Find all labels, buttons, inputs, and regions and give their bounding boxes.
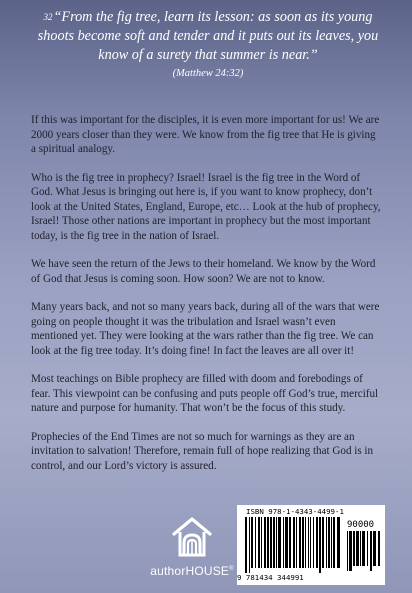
barcode-bar bbox=[251, 517, 253, 568]
price-addon-bars bbox=[346, 531, 380, 571]
isbn-label: ISBN 978-1-4343-4499-1 bbox=[246, 507, 344, 516]
publisher-name: authorHOUSE bbox=[150, 564, 230, 578]
barcode-bar bbox=[264, 517, 266, 568]
verse-number: 32 bbox=[43, 12, 53, 22]
barcode-bar bbox=[367, 531, 368, 566]
isbn-barcode bbox=[237, 505, 385, 585]
barcode-bar bbox=[362, 531, 365, 566]
barcode-bar bbox=[322, 517, 324, 568]
barcode-bar bbox=[278, 517, 281, 568]
barcode-bar bbox=[310, 517, 311, 568]
barcode-bar bbox=[273, 517, 275, 568]
barcode-bar bbox=[285, 517, 288, 568]
barcode-bar bbox=[333, 517, 335, 568]
paragraph: Many years back, and not so many years back, during all of the wars that were going on people thought it was the tribulation and Israel wasn’t even mentioned yet. They were looking at the wars rather than the fig tree. We can look at the fig tree today. It’s doing fine! In fact the leaves are all over it! bbox=[31, 301, 380, 357]
barcode-bar bbox=[255, 517, 256, 568]
barcode-bar bbox=[356, 531, 359, 566]
barcode-bar bbox=[289, 517, 291, 568]
barcode-bar bbox=[305, 517, 306, 568]
barcode-bar bbox=[370, 531, 372, 571]
paragraph: Who is the fig tree in prophecy? Israel! Israel is the fig tree in the Word of God. What Jesus is bringing out here is, if you want to know prophecy, don’t look at the United States, England, Europe, etc… Look at the hub of prophecy, Israel! Those other nations are important in prophecy but the most important today, is the fig tree in the nation of Israel. bbox=[31, 171, 381, 242]
barcode-bar bbox=[258, 517, 260, 568]
barcode-bar bbox=[299, 517, 301, 568]
price-code: 90000 bbox=[347, 520, 375, 530]
epigraph bbox=[28, 8, 388, 79]
epigraph-text bbox=[28, 8, 388, 65]
paragraph: If this was important for the disciples, it is even more important for us! We are 2000 years closer than they were. We know from the fig tree that He is giving a spiritual analogy. bbox=[31, 114, 380, 155]
barcode-bar bbox=[308, 517, 309, 568]
paragraph: We have seen the return of the Jews to their homeland. We know by the Word of God that Jesus is coming soon. How soon? We are not to know. bbox=[31, 258, 376, 285]
barcode-bar bbox=[349, 531, 352, 571]
barcode-bar bbox=[328, 517, 330, 568]
barcode-bar bbox=[373, 531, 376, 566]
barcode-bar bbox=[276, 517, 277, 568]
paragraph: Most teachings on Bible prophecy are filled with doom and forebodings of fear. This viewpoint can be confusing and puts people off God’s true, merciful nature and purpose for humanity. That won’t be the focus of this study. bbox=[31, 373, 379, 414]
barcode-bar bbox=[378, 531, 380, 566]
barcode-bar bbox=[316, 517, 318, 568]
barcode-bar bbox=[360, 531, 361, 566]
publisher-wordmark bbox=[147, 564, 237, 578]
barcode-bar bbox=[347, 531, 348, 571]
barcode-bar bbox=[337, 517, 340, 568]
ean-barcode-bars bbox=[244, 517, 342, 573]
ean-digits: 9 781434 344991 bbox=[237, 573, 304, 582]
scripture-reference: (Matthew 24:32) bbox=[172, 68, 244, 79]
registered-mark: ® bbox=[229, 566, 234, 572]
barcode-bar bbox=[326, 517, 327, 568]
barcode-bar bbox=[302, 517, 304, 568]
barcode-bar bbox=[249, 517, 250, 573]
quote-body: “From the fig tree, learn its lesson: as soon as its young shoots become soft and tender and it puts out its leaves, you know of a surety that summer is near.” bbox=[37, 9, 379, 63]
house-book-icon bbox=[168, 514, 216, 562]
back-cover-blurb bbox=[31, 113, 383, 487]
barcode-bar bbox=[313, 517, 314, 568]
barcode-bar bbox=[261, 517, 262, 568]
barcode-bar bbox=[331, 517, 332, 568]
paragraph: Prophecies of the End Times are not so much for warnings as they are an invitation to salvation! Therefore, remain full of hope realizing that God is in control, and our Lord’s victory is assured. bbox=[31, 430, 374, 472]
barcode-bar bbox=[296, 517, 297, 568]
barcode-bar bbox=[245, 517, 247, 573]
barcode-bar bbox=[283, 517, 284, 568]
barcode-bar bbox=[270, 517, 272, 568]
barcode-bar bbox=[293, 517, 295, 568]
publisher-logo bbox=[147, 514, 237, 578]
barcode-bar bbox=[319, 517, 321, 573]
barcode-bar bbox=[353, 531, 355, 566]
barcode-bar bbox=[267, 517, 269, 568]
